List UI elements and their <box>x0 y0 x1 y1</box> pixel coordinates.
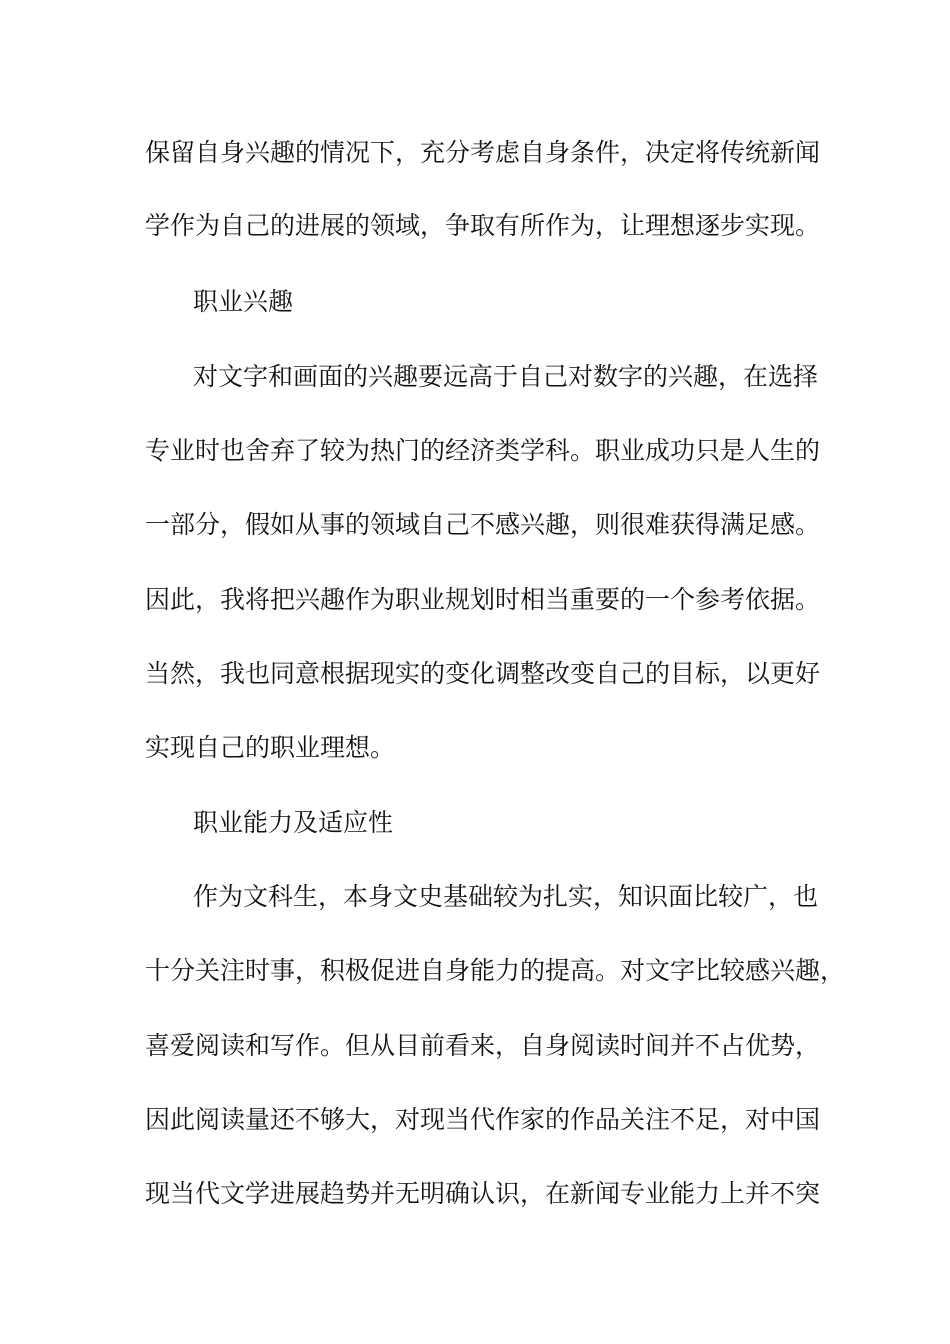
paragraph-line: 作为文科生，本身文史基础较为扎实，知识面比较广，也 <box>193 882 819 911</box>
paragraph-line: 因此，我将把兴趣作为职业规划时相当重要的一个参考依据。 <box>145 585 821 614</box>
paragraph-line: 一部分，假如从事的领域自己不感兴趣，则很难获得满足感。 <box>145 510 821 539</box>
paragraph-line: 保留自身兴趣的情况下，充分考虑自身条件，决定将传统新闻 <box>145 138 821 167</box>
paragraph-line: 现当代文学进展趋势并无明确认识，在新闻专业能力上并不突 <box>145 1179 821 1208</box>
section-heading-career-ability: 职业能力及适应性 <box>193 808 394 837</box>
paragraph-line: 实现自己的职业理想。 <box>145 733 396 762</box>
paragraph-line: 喜爱阅读和写作。但从目前看来，自身阅读时间并不占优势， <box>145 1031 821 1060</box>
paragraph-line: 对文字和画面的兴趣要远高于自己对数字的兴趣，在选择 <box>193 362 819 391</box>
paragraph-line: 专业时也舍弃了较为热门的经济类学科。职业成功只是人生的 <box>145 436 821 465</box>
section-heading-career-interest: 职业兴趣 <box>193 287 294 316</box>
paragraph-line: 十分关注时事，积极促进自身能力的提高。对文字比较感兴趣， <box>145 956 846 985</box>
paragraph-line: 因此阅读量还不够大，对现当代作家的作品关注不足，对中国 <box>145 1105 821 1134</box>
paragraph-line: 学作为自己的进展的领域，争取有所作为，让理想逐步实现。 <box>145 211 821 240</box>
paragraph-line: 当然，我也同意根据现实的变化调整改变自己的目标，以更好 <box>145 659 821 688</box>
